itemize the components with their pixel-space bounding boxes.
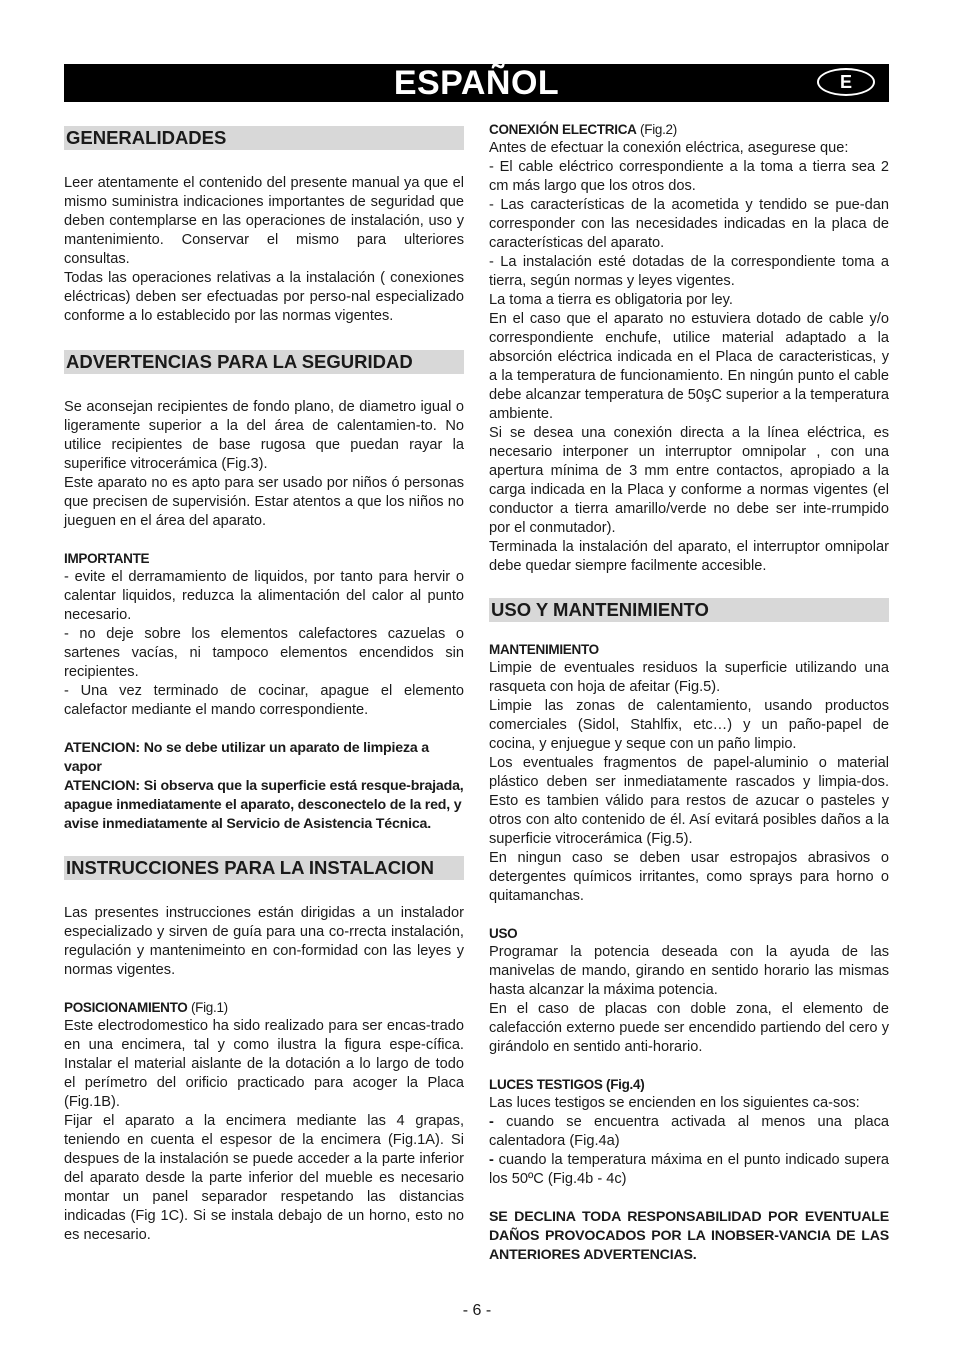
- warning-note: ATENCION: Si observa que la superficie está resque-brajada, apague inmediatamente el aparato, desconectelo de la red, y avise inmediatamente al Servicio de Asistencia Técnica.: [64, 778, 464, 832]
- paragraph: Antes de efectuar la conexión eléctrica, asegurese que:: [489, 140, 849, 156]
- paragraph: Programar la potencia deseada con la ayuda de las manivelas de mando, girando en sentido horario las mismas hasta alcanzar la máxima potencia.: [489, 944, 889, 998]
- subheading-uso: USO: [489, 926, 518, 941]
- list-item-text: cuando se encuentra activada al menos una placa calentadora (Fig.4a): [489, 1114, 889, 1149]
- section-heading-advertencias: ADVERTENCIAS PARA LA SEGURIDAD: [64, 350, 464, 374]
- paragraph: Limpie de eventuales residuos la superficie utilizando una rasqueta con hoja de afeitar (Fig.5).: [489, 660, 889, 695]
- list-item: - El cable eléctrico correspondiente a la toma a tierra sea 2 cm más largo que los otros dos.: [489, 159, 889, 194]
- list-item: [489, 1113, 889, 1151]
- paragraph: Si se desea una conexión directa a la línea eléctrica, es necesario interponer un interruptor omnipolar , con una apertura mínima de 3 mm entre contactos, apropiado a la carga indicada en la Placa y conforme a normas vigentes (el conductor a tierra amarillo/verde no debe ser inte-rrumpido por el conmutador).: [489, 425, 889, 536]
- paragraph: Este aparato no es apto para ser usado por niños ó personas que precisen de supervisión. Estar atentos a que los niños no jueguen en el área del aparato.: [64, 475, 464, 529]
- subheading-posicionamiento: [64, 999, 464, 1017]
- figure-reference: (Fig.2): [636, 122, 677, 137]
- paragraph: En el caso que el aparato no estuviera dotado de cable y/o correspondiente enchufe, utilice material adaptado a la absorción eléctrica indicada en el Placa de caracteristicas, y a la temperatura de funcionamiento. En ningún punto el cable debe alcanzar temperatura de 50şC superior a la temperatura ambiente.: [489, 311, 889, 422]
- subheading-conexion-electrica: [489, 121, 889, 139]
- paragraph: Las presentes instrucciones están dirigidas a un instalador especializado y sirven de guía para una co-rrecta instalación, regulación y mantenimeinto en con-formidad con las leyes y normas vigentes.: [64, 905, 464, 978]
- paragraph: Las luces testigos se encienden en los siguientes ca-sos:: [489, 1095, 860, 1111]
- section-heading-generalidades: GENERALIDADES: [64, 126, 464, 150]
- subheading-importante: IMPORTANTE: [64, 551, 150, 566]
- list-item-text: cuando la temperatura máxima en el punto indicado supera los 50ºC (Fig.4b - 4c): [489, 1152, 889, 1187]
- list-item: [489, 1151, 889, 1189]
- figure-reference: (Fig.1): [187, 1000, 228, 1015]
- list-item: - Las características de la acometida y tendido se pue-dan corresponder con las necesidades indicadas en la placa de características del aparato.: [489, 197, 889, 251]
- list-dash: -: [489, 1114, 507, 1130]
- list-item: - Una vez terminado de cocinar, apague el elemento calefactor mediante el mando correspondiente.: [64, 683, 464, 718]
- paragraph: La toma a tierra es obligatoria por ley.: [489, 292, 733, 308]
- list-item: - evite el derramamiento de liquidos, por tanto para hervir o calentar liquidos, reduzca la alimentación del calor al punto necesario.: [64, 569, 464, 623]
- section-heading-instalacion: INSTRUCCIONES PARA LA INSTALACION: [64, 856, 464, 880]
- page-number: - 6 -: [462, 1302, 492, 1319]
- subheading-label: CONEXIÓN ELECTRICA: [489, 122, 637, 137]
- language-banner: [64, 64, 889, 102]
- page-title: ESPAÑOL: [393, 64, 560, 102]
- section-heading-uso-mantenimiento: USO Y MANTENIMIENTO: [489, 598, 889, 622]
- paragraph: Los eventuales fragmentos de papel-aluminio o material plástico deben ser inmediatamente rascados y limpia-dos. Esto es tambien válido para restos de azucar o pasteles y otros con alto contenido de él. Así evitará posibles daños a la superficie vitrocerámica (Fig.5).: [489, 755, 889, 847]
- paragraph: En ningun caso se deben usar estropajos abrasivos o detergentes químicos irritantes, como sprays para horno o quitamanchas.: [489, 850, 889, 904]
- list-item: - La instalación esté dotadas de la correspondiente toma a tierra, según normas y leyes vigentes.: [489, 254, 889, 289]
- left-column: [64, 126, 464, 1245]
- language-badge: E: [817, 68, 875, 96]
- list-item: - no deje sobre los elementos calefactores cazuelas o sartenes vacías, ni tampoco elementos encendidos sin recipientes.: [64, 626, 464, 680]
- disclaimer: SE DECLINA TODA RESPONSABILIDAD POR EVENTUALE DAÑOS PROVOCADOS POR LA INOBSER-VANCIA DE LAS ANTERIORES ADVERTENCIAS.: [489, 1209, 889, 1263]
- right-column: [489, 121, 889, 1265]
- paragraph: Fijar el aparato a la encimera mediante las 4 grapas, teniendo en cuenta el espesor de la encimera (Fig.1A). Si despues de la instalación se puede acceder a la parte inferior del aparato desde la parte inferior del mueble es necesario montar un panel separador respetando las distancias indicadas (Fig 1C). Si se instala debajo de un horno, esto no es necesario.: [64, 1113, 464, 1243]
- warning-note: ATENCION: No se debe utilizar un aparato de limpieza a vapor: [64, 740, 429, 775]
- paragraph: Todas las operaciones relativas a la instalación ( conexiones eléctricas) deben ser efectuadas por perso-nal especializado conforme a lo establecido por las normas vigentes.: [64, 270, 464, 324]
- subheading-label: POSICIONAMIENTO: [64, 1000, 188, 1015]
- subheading-mantenimiento: MANTENIMIENTO: [489, 642, 599, 657]
- list-dash: -: [489, 1152, 499, 1168]
- paragraph: Leer atentamente el contenido del presente manual ya que el mismo suministra indicaciones importantes de seguridad que deben contemplarse en las operaciones de instalación, uso y mantenimiento. Conservar el mismo para ulteriores consultas.: [64, 175, 464, 267]
- paragraph: Limpie las zonas de calentamiento, usando productos comerciales (Sidol, Stahlfix, etc…) y un paño-papel de cocina, y enjuegue y seque con un paño limpio.: [489, 698, 889, 752]
- subheading-luces-testigos: LUCES TESTIGOS (Fig.4): [489, 1077, 645, 1092]
- paragraph: Se aconsejan recipientes de fondo plano, de diametro igual o ligeramente superior a la del área de calentamien-to. No utilice recipientes de base rugosa que puedan rayar la superifice vitrocerámica (Fig.3).: [64, 399, 464, 472]
- paragraph: Este electrodomestico ha sido realizado para ser encas-trado en una encimera, tal y como ilustra la figura espe-cífica. Instalar el material aislante de la dotación a lo largo de todo el perímetro del orificio practicado para acoger la Placa (Fig.1B).: [64, 1018, 464, 1110]
- paragraph: En el caso de placas con doble zona, el elemento de calefacción externo puede ser encendido partiendo del cero y girándolo en sentido anti-horario.: [489, 1001, 889, 1055]
- paragraph: Terminada la instalación del aparato, el interruptor omnipolar debe quedar siempre facilmente accesible.: [489, 539, 889, 574]
